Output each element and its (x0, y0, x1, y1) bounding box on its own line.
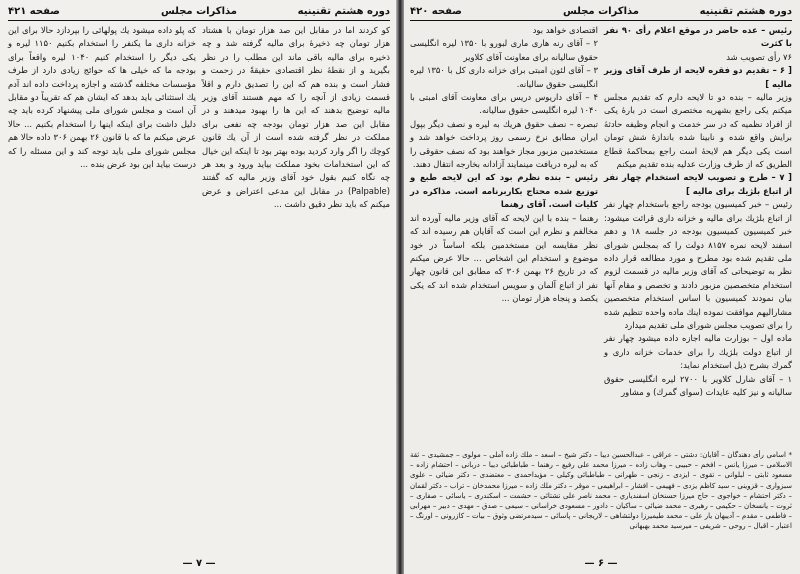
paragraph: كو كردند اما در مقابل اين صد هزار تومان با هشتاد هزار تومان چه ذخيرهٔ براى ماليه گرفته شد و چه ذخيره براى ماليه باقى ماند اين مطلب را در نظر بگيريد و از نقطهٔ نظر اقتصادى حقيقةً در زحمت و فشار است و بنده هم كه اين را تصديق دارم و اقلاً قسمت زيادى از آنچه را كه مهم هستند آقاى وزير ماليه توضيح بدهند كه اين ها را بهبود ميدهند و در مقابل اين صد هزار تومان بودجه چه نفعى براى مملكت در نظر گرفته شده است از آن يك قانون كوچك را اگر وارد كرديد بوده بهتر بود تا اينكه اين خيال كه اين استخدامات بخود مملكت بيايد ورود و بعد هر چه نگاه كنيم بقول خود آقاى وزير ماليه كه گفتند (Palpable) در مقابل اين مدعى اعتراض و عرض ميكنم كه بايد نظر دقيق داشت ... (202, 25, 390, 210)
page-footer-number: — ۶ — (584, 558, 618, 569)
right-page (402, 0, 800, 574)
paragraph: ۲ – آقاى رنه هارى مارى لبورو با ۱۳۵۰ ليره انگليسى حقوق ساليانه براى معاونت آقاى كلاوير (410, 38, 598, 62)
left-page (0, 0, 398, 574)
text-column-right (202, 24, 390, 212)
session-label: دوره هشتم تقنينيه (699, 6, 792, 17)
paragraph: رئيس – خبر كميسيون بودجه راجع باستخدام چهار نفر از اتباع بلژيك براى ماليه و خزانه دارى قرائت ميشود: خبر كميسيون كميسيون بودجه در جلسه ۱۸ و دهم اسفند لايحه نمره ۸۱۵۷ دولت را كه بمجلس شوراى ملى تقديم شده بود مطرح و مورد مطالعه قرار داده نظر به توضيحاتى كه آقاى وزير ماليه در قسمت لزوم استخدام متخصصين مزبور دادند و تخصص و مقام آنها بيان نمودند كميسيون با اساس استخدام متخصصين مشاراليهم موافقت نموده اينك ماده واحده تنظيم شده را براى تصويب مجلس شوراى ملى تقديم ميدارد (604, 199, 792, 330)
header-title: مذاكرات مجلس (562, 6, 639, 17)
book-gutter (396, 0, 404, 574)
section-heading: [ ۶ – تقديم دو فقره لايحه از طرف آقاى وزير ماليه ] (604, 65, 792, 89)
section-heading: [ ۷ – طرح و تصويب لايحه استخدام چهار نفر از اتباع بلژيك براى ماليه ] (604, 172, 792, 196)
section-heading: رئيس – عده حاضر در موقع اعلام رأى ۹۰ نفر با كثرت (604, 25, 792, 49)
paragraph: ۳ – آقاى لئون امبتى براى خزانه دارى كل با ۱۳۵۰ ليره انگليسى حقوق ساليانه. (410, 65, 598, 89)
paragraph: تبصره – نصف حقوق هريك به ليره و نصف ديگر بپول ايران مطابق نرخ رسمى روز پرداخت خواهد شد و مستخدمين مزبور مجاز خواهند بود كه نصف حقوقى را كه به ليره دريافت مينمايند آزادانه بخارجه انتقال دهند. (410, 118, 598, 170)
text-column-right (604, 24, 792, 399)
paragraph: رهنما – بنده با اين لايحه كه آقاى وزير ماليه آورده اند مخالفم و نظرم اين است كه آقايان هم رسيده اند كه نظر مقايسه اين مستخدمين بلكه اساساً در خود موضوع و استخدام اين اشخاص ... حالا عرض ميكنم كه در تاريخ ۲۶ بهمن ۳۰۶ كه مطابق اين قانون چهار نفر از اتباع آلمان و سويس استخدام شده اند كه يكى يكصد و پنجاه هزار تومان ... (410, 212, 599, 304)
text-column-left (8, 24, 196, 171)
section-heading: رئيس – بنده نظرم بود كه اين لايحه طبع و توزيع شده محتاج بكاربرنامه است. مذاكره در كليات است. آقاى رهنما (410, 172, 598, 210)
page-number: صفحه ۴۲۰ (410, 6, 462, 17)
text-column-left (410, 24, 598, 306)
header-title: مذاكرات مجلس (160, 6, 237, 17)
paragraph: ۱ – آقاى شارل كلاوير با ۲۷۰۰ ليره انگليسى حقوق ساليانه و نيز كليه عايدات (سواى گمرك) و مشاور (604, 373, 792, 397)
page-footer-number: — ۷ — (182, 558, 216, 569)
paragraph: ماده اول – بوزارت ماليه اجازه داده ميشود چهار نفر از اتباع دولت بلژيك را براى خدمات خزانه دارى و گمرك بشرح ذيل استخدام نمايد: (604, 333, 792, 371)
paragraph: اقتصادى خواهد بود (532, 25, 598, 35)
paragraph: وزير ماليه – بنده دو تا لايحه دارم كه تقديم مجلس ميكنم يكى راجع بشهريه مختصرى است در بارهٔ يكى از افراد نظميه كه در سر خدمت و انجام وظيفه حادثهٔ برايش واقع شده و نابينا شده باندازهٔ شش تومان است يكى ديگر هم لايحهٔ است راجع بمحاكمهٔ قطاع الطريق كه از طرف وزارت عدليه بنده تقديم ميكنم (604, 92, 792, 170)
voters-footnote: * اسامى رأى دهندگان – آقايان: دشتى – عراقى – عبدالحسين ديبا – دكتر شيخ – اسعد – ملك زاده آملى – مولوى – جمشيدى – ثقة الاسلامى – ميرزا يانس – افخم – حبيبى – وهاب زاده – ميرزا محمد على رفيع – رهنما – طباطبائى ديبا – دربانى – احتشام زاده – مسعود ثابتى – لبلوانى – تقوى – ايزدى – زنجى – طهرانى – طباطبائى وكيلى – مؤيداحمدى – معتضدى – دكتر ضيائى – علوى سبزوارى – قزوينى – سيد كاظم يزدى – فهيمى – افشار – ابراهيمى – موقر – دكتر ملك زاده – ميرزا محمدخان – تراب – دكتر لقمان – دكتر احتشام – خواجوى – حاج ميرزا حسنخان اسفندياري – محمد ناصر على تشتائى – حشمت – اسكندرى – ياسائى – صفارى – ثروت – يانسخان – حكيمى – رهبرى – محمد ضيائى – ساكيان – دادور – مسعودى خراسانى – سيمى – صدق – مهدى – دبير – مهرابى – فاطمى – مقدم – آديبهان يار على – محمد طيميرزا دولتشاهى – لاريجانى – پاسائى – سيدمرتضى وثوق – بيات – كازرونى – اورنگ – اعتبار – اقبال – روحى – شريفى – ميرسيد محمد بهبهانى (410, 451, 792, 531)
page-header (8, 4, 390, 21)
paragraph: كه پلو داده ميشود يك پولهائى را بپردازد حالا براى اين خزانه دارى ما يكنفر را استخدام بكنيم ۱۱۵۰ ليره و يكى ديگر را استخدام كنيم ۱۰۴۰ ليره واقعاً براى بودجه ما كه خيلى ها كه حوائج زيادى دارد از طرف مؤسسات مختلفه گذشته و اجازه پرداخت داده اند آدم يك استثنائى بايد بدهد كه ايشان هم كه تقريباً دو مقابل آن است و مجلس شوراى ملى پيشنهاد كرده بايد چه دليل داشت براى اينكه اينها را استخدام بكنيم ... حالا عرض ميكنم ما كه با قانون ۲۶ بهمن ۳۰۶ داده حالا هم مجلس شوراى ملى بايد توجه كند و اين مسئله را كه درست بيايد اين بود عرض بنده ... (8, 25, 197, 170)
paragraph: ۷۶ رأى تصويب شد (726, 51, 792, 62)
page-header (410, 4, 792, 21)
page-number: صفحه ۴۲۱ (8, 6, 60, 17)
session-label: دوره هشتم تقنينيه (297, 6, 390, 17)
paragraph: ۴ – آقاى داريوس دريس براى معاونت آقاى امبتى با ۱۰۴۰ ليره انگليسى حقوق ساليانه. (410, 92, 598, 116)
